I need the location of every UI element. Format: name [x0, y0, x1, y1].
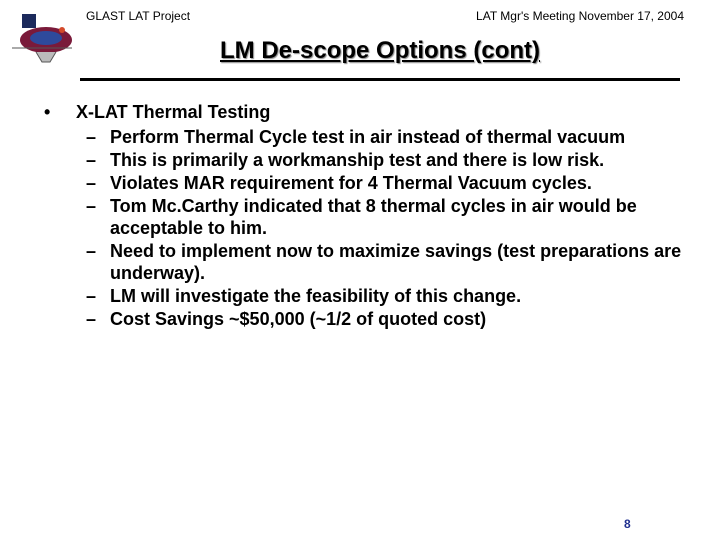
list-item: – Perform Thermal Cycle test in air instead of thermal vacuum	[86, 127, 626, 147]
page-number: 8	[624, 517, 631, 531]
glast-logo-icon	[6, 8, 76, 68]
dash-icon: –	[86, 196, 97, 216]
main-bullet-text: X-LAT Thermal Testing	[76, 102, 271, 122]
list-item: – Tom Mc.Carthy indicated that 8 thermal cycles in air would be acceptable to him.	[86, 196, 637, 238]
dash-icon: –	[86, 309, 97, 329]
dash-icon: –	[86, 286, 97, 306]
project-header: GLAST LAT Project	[86, 9, 191, 23]
title-divider	[80, 78, 680, 81]
slide-title: LM De-scope Options (cont)	[220, 37, 540, 64]
main-bullet	[44, 102, 694, 123]
list-item: – This is primarily a workmanship test and there is low risk.	[86, 150, 605, 170]
list-item: – LM will investigate the feasibility of this change.	[86, 286, 522, 306]
meeting-header: LAT Mgr's Meeting November 17, 2004	[476, 9, 684, 23]
list-item: – Cost Savings ~$50,000 (~1/2 of quoted cost)	[86, 309, 487, 329]
dash-icon: –	[86, 173, 97, 193]
bullet-icon: •	[44, 102, 51, 122]
glast-logo	[6, 8, 76, 68]
list-item: – Violates MAR requirement for 4 Thermal Vacuum cycles.	[86, 173, 592, 193]
dash-icon: –	[86, 241, 97, 261]
list-item: – Need to implement now to maximize savings (test preparations are underway).	[86, 241, 682, 283]
dash-icon: –	[86, 150, 97, 170]
sub-bullet-list	[44, 126, 694, 330]
dash-icon: –	[86, 127, 97, 147]
slide-content	[44, 102, 694, 331]
